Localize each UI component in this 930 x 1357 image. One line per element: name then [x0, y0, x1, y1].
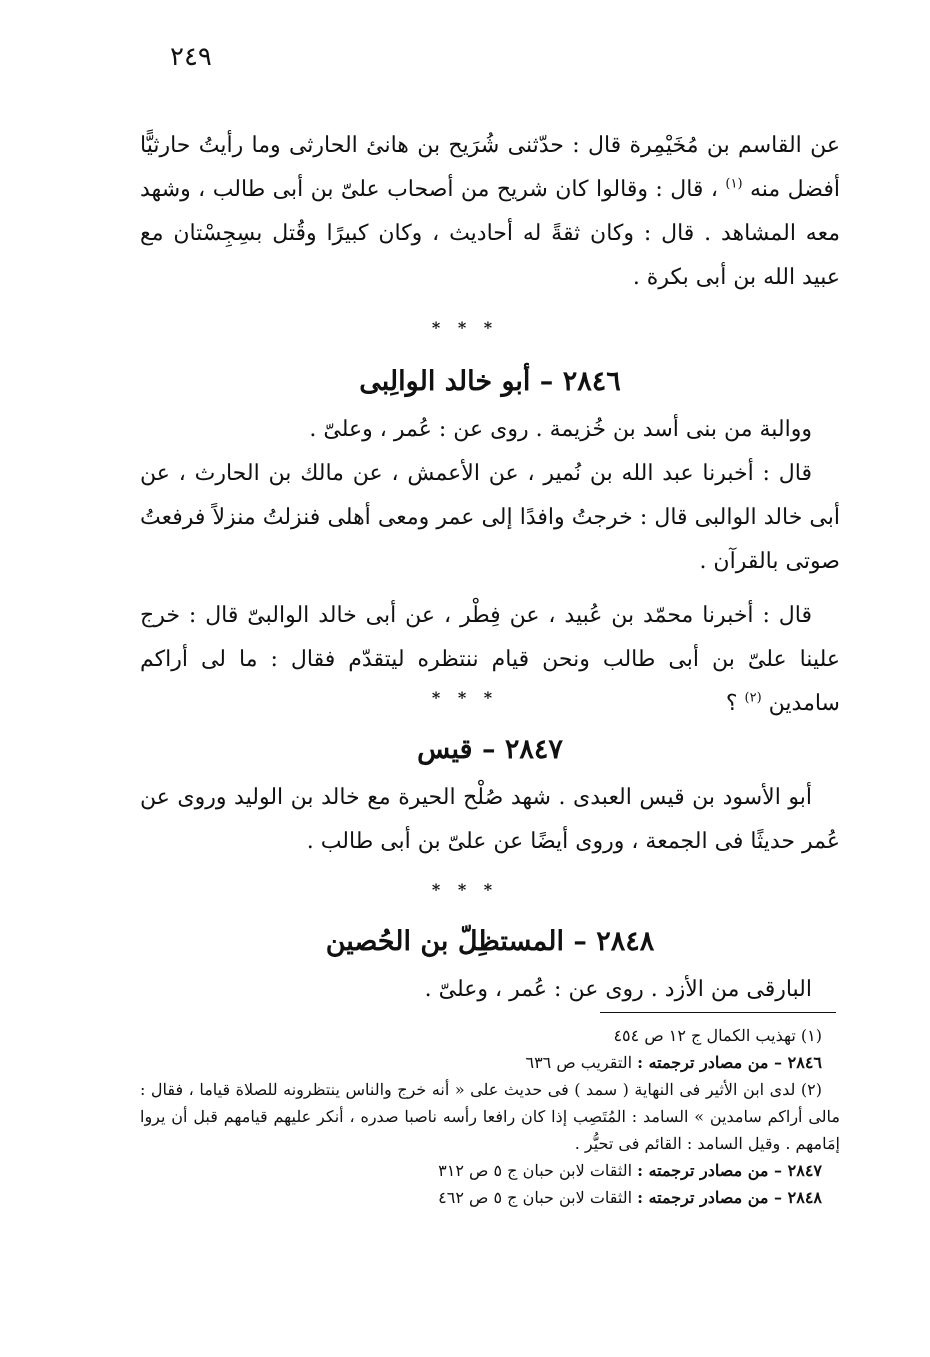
- sources-2848-label: ٢٨٤٨ – من مصادر ترجمته :: [637, 1188, 822, 1207]
- sources-2847-label: ٢٨٤٧ – من مصادر ترجمته :: [637, 1161, 822, 1180]
- entry-heading-2847: ٢٨٤٧ – قيس: [417, 734, 563, 765]
- sources-2847-text: الثقات لابن حبان ج ٥ ص ٣١٢: [438, 1161, 633, 1180]
- entry-2846-paragraph-3-text: قال : أخبرنا محمّد بن عُبيد ، عن فِطْر ، عن أبى خالد الوالبىّ قال : خرج علينا علىّ بن أبى طالب ونحن قيام ننتظره ليتقدّم فقال : ما لى أراكم سامدين: [140, 603, 840, 716]
- footnote-1: (١) تهذيب الكمال ج ١٢ ص ٤٥٤: [613, 1026, 822, 1045]
- footnote-ref-1: (١): [725, 176, 743, 192]
- sources-2848: [140, 1184, 840, 1211]
- footnote-rule: [600, 1012, 836, 1013]
- sources-2847: [140, 1157, 840, 1184]
- page-number: ٢٤٩: [170, 42, 212, 72]
- opening-paragraph: [140, 124, 840, 300]
- opening-text-b: ، قال : وقالوا كان شريح من أصحاب علىّ بن أبى طالب ، وشهد معه المشاهد . قال : وكان ثقةً له أحاديث ، وكان كبيرًا وقُتل بسِجِسْتان مع عبيد الله بن أبى بكرة .: [140, 177, 840, 290]
- entry-body-2848: [140, 968, 840, 1012]
- footnotes: [140, 1022, 840, 1211]
- sources-2848-text: الثقات لابن حبان ج ٥ ص ٤٦٢: [438, 1188, 633, 1207]
- section-separator: * * *: [431, 880, 499, 899]
- section-separator: * * *: [431, 318, 499, 337]
- entry-2846-paragraph-3-end: ؟: [725, 691, 738, 716]
- opening-text-a: عن القاسم بن مُخَيْمِرة قال : حدّثنى شُرَيح بن هانئ الحارثى وما رأيتُ حارثيًّا أفضل منه: [140, 133, 840, 202]
- footnote-ref-2: (٢): [744, 690, 762, 706]
- sources-2846-text: التقريب ص ٦٣٦: [525, 1053, 633, 1072]
- sources-2846: [140, 1049, 840, 1076]
- footnote-2: (٢) لدى ابن الأثير فى النهاية ( سمد ) فى حديث على « أنه خرج والناس ينتظرونه للصلاة قياما ، فقال : مالى أراكم سامدين » السامد : المُتَصِب إذا كان رافعا رأسه ناصبا صدره ، أنكر عليهم قيامهم قبل أن يروا إمَامهم . وقيل السامد : القائم فى تحيُّر .: [140, 1080, 840, 1153]
- entry-heading-2848: ٢٨٤٨ – المستظِلّ بن الحُصين: [325, 926, 655, 957]
- entry-body-2847: [140, 776, 840, 864]
- entry-2846-paragraph-2: قال : أخبرنا عبد الله بن نُمير ، عن الأعمش ، عن مالك بن الحارث ، عن أبى خالد الوالبى قال : خرجتُ وافدًا إلى عمر ومعى أهلى فنزلتُ منزلاً فرفعتُ صوتى بالقرآن .: [140, 461, 840, 574]
- entry-body-2846: [140, 408, 840, 726]
- entry-heading-2846: ٢٨٤٦ – أبو خالد الوالِبى: [359, 366, 621, 397]
- entry-2847-paragraph-1: أبو الأسود بن قيس العبدى . شهد صُلْح الحيرة مع خالد بن الوليد وروى عن عُمر حديثًا فى الجمعة ، وروى أيضًا عن علىّ بن أبى طالب .: [140, 785, 840, 854]
- entry-2846-paragraph-1: ووالبة من بنى أسد بن خُزيمة . روى عن : عُمر ، وعلىّ .: [309, 417, 812, 442]
- section-separator: * * *: [431, 688, 499, 707]
- entry-2848-paragraph-1: البارقى من الأزد . روى عن : عُمر ، وعلىّ .: [424, 977, 812, 1002]
- sources-2846-label: ٢٨٤٦ – من مصادر ترجمته :: [637, 1053, 822, 1072]
